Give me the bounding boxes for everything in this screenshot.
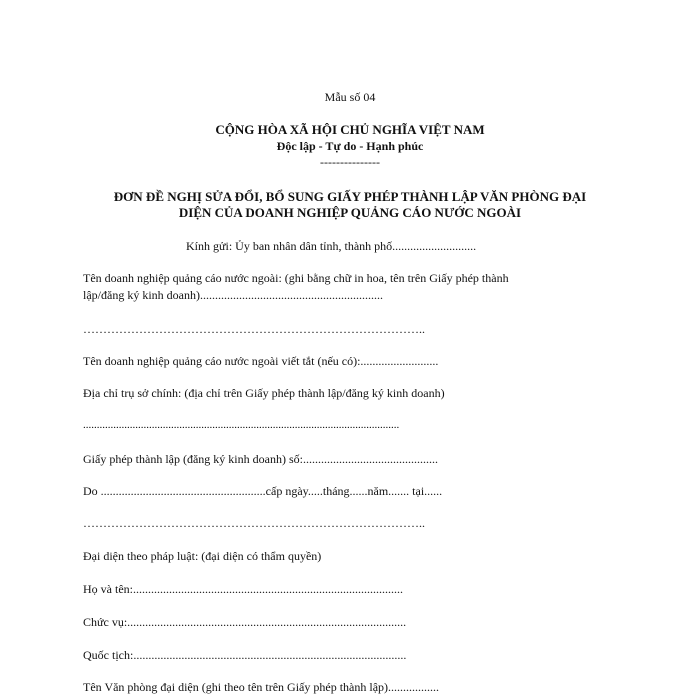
legal-representative-heading: Đại diện theo pháp luật: (đại diện có thẩm quyền) [83,549,322,563]
recipient-line: Kính gửi: Ủy ban nhân dân tỉnh, thành phố............................ [186,239,477,253]
blank-fill-line: ………………………………………………………………………….. [83,322,425,336]
abbreviated-name-field: Tên doanh nghiệp quảng cáo nước ngoài viết tắt (nếu có):.......................... [83,354,439,368]
nationality-field: Quốc tịch:........................................................................................... [83,648,407,662]
full-name-field: Họ và tên:.......................................................................................... [83,582,403,596]
form-number: Mẫu số 04 [324,90,376,104]
company-name-field-line-1: Tên doanh nghiệp quảng cáo nước ngoài: (ghi bằng chữ in hoa, tên trên Giấy phép thành [83,271,509,285]
national-motto: Độc lập - Tự do - Hạnh phúc [276,139,424,153]
head-office-address-field: Địa chỉ trụ sở chính: (địa chỉ trên Giấy phép thành lập/đăng ký kinh doanh) [83,386,445,400]
document-title-line-2: DIỆN CỦA DOANH NGHIỆP QUẢNG CÁO NƯỚC NGOÀI [178,205,522,220]
issued-by-field: Do .......................................................cấp ngày.....tháng......năm....... tại...... [83,484,443,498]
representative-office-name-field: Tên Văn phòng đại diện (ghi theo tên trên Giấy phép thành lập)................. [83,680,440,694]
license-number-field: Giấy phép thành lập (đăng ký kinh doanh) số:............................................. [83,452,438,466]
document-title-line-1: ĐƠN ĐỀ NGHỊ SỬA ĐỔI, BỔ SUNG GIẤY PHÉP THÀNH LẬP VĂN PHÒNG ĐẠI [113,189,587,204]
company-name-field-line-2: lập/đăng ký kinh doanh)............................................................. [83,288,383,302]
separator-line: --------------- [320,155,380,169]
blank-fill-line: ................................................................................................................... [83,419,400,431]
country-heading: CỘNG HÒA XÃ HỘI CHỦ NGHĨA VIỆT NAM [215,122,485,137]
position-field: Chức vụ:............................................................................................. [83,615,407,629]
blank-fill-line: ………………………………………………………………………….. [83,516,425,530]
